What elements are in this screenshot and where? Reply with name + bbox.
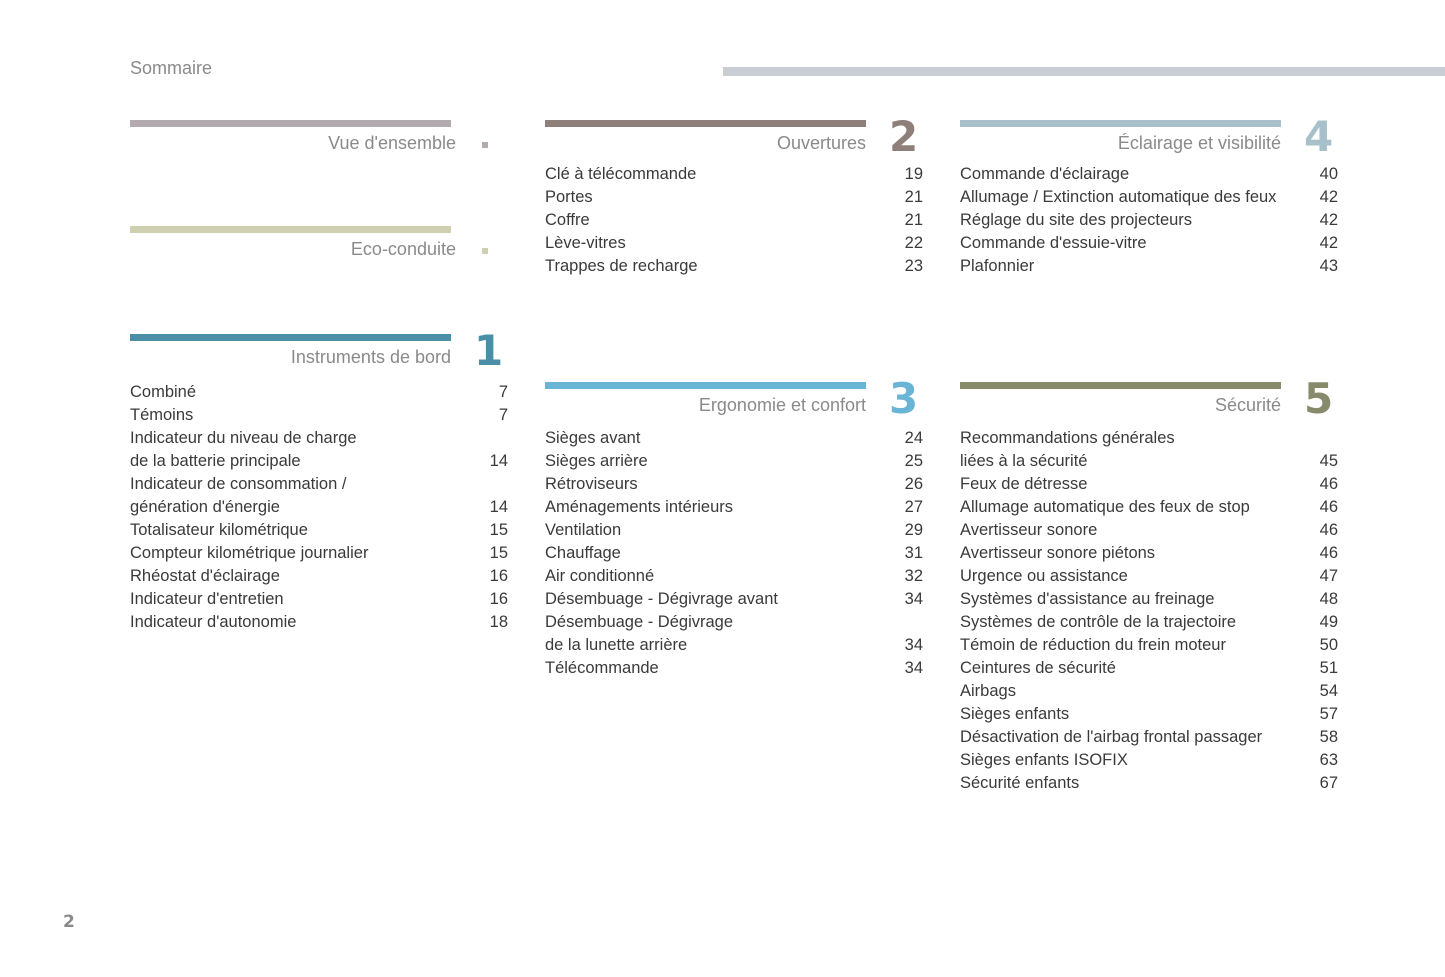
entry-list (960, 163, 1338, 278)
toc-entry[interactable] (545, 232, 923, 255)
toc-entry[interactable] (130, 542, 508, 565)
toc-entry[interactable] (960, 519, 1338, 542)
section-number: 1 (474, 326, 504, 375)
section-vue-ensemble[interactable] (130, 120, 510, 160)
toc-entry-label: Airbags (960, 682, 1016, 700)
section-number: 2 (889, 112, 919, 161)
toc-entry[interactable] (960, 186, 1338, 209)
toc-entry[interactable] (960, 749, 1338, 772)
entry-list (545, 427, 923, 680)
toc-entry[interactable] (960, 634, 1338, 657)
section-title[interactable]: Eco-conduite (350, 239, 456, 259)
toc-entry-page: 25 (904, 452, 923, 470)
toc-entry-label: Avertisseur sonore (960, 521, 1098, 539)
toc-entry-label: Urgence ou assistance (960, 567, 1128, 585)
toc-entry-label: Totalisateur kilométrique (130, 521, 308, 539)
section-marker-icon (482, 248, 488, 254)
toc-entry-label: Allumage / Extinction automatique des feux (960, 188, 1277, 206)
section-number: 5 (1304, 374, 1334, 423)
toc-entry-label: Compteur kilométrique journalier (130, 544, 369, 562)
toc-entry-page: 57 (1319, 705, 1338, 723)
toc-entry-page: 15 (489, 521, 508, 539)
toc-entry-label: Commande d'essuie-vitre (960, 234, 1147, 252)
toc-entry-page: 15 (489, 544, 508, 562)
toc-entry-label: Indicateur d'autonomie (130, 613, 297, 631)
toc-entry[interactable] (130, 404, 508, 427)
toc-entry-label: Sièges enfants (960, 705, 1070, 723)
toc-entry-page: 49 (1319, 613, 1338, 631)
section-bar (130, 226, 451, 233)
toc-entry[interactable] (545, 588, 923, 611)
toc-entry-label: Témoins (130, 406, 194, 424)
toc-entry[interactable] (130, 427, 508, 473)
section-eco-conduite[interactable] (130, 226, 510, 266)
section-bar (545, 382, 866, 389)
toc-entry-page: 27 (904, 498, 923, 516)
toc-entry-label: Indicateur d'entretien (130, 590, 284, 608)
toc-entry-label: Désembuage - Dégivrage de la lunette arrière (545, 613, 734, 654)
toc-entry-page: 63 (1319, 751, 1338, 769)
toc-entry-page: 31 (904, 544, 923, 562)
toc-entry-label: Combiné (130, 383, 197, 401)
toc-entry-page: 58 (1319, 728, 1338, 746)
toc-entry[interactable] (130, 473, 508, 519)
toc-entry[interactable] (130, 565, 508, 588)
toc-entry-label: Rétroviseurs (545, 475, 638, 493)
toc-entry-label: Désembuage - Dégivrage avant (545, 590, 778, 608)
section-bar (960, 120, 1281, 127)
toc-entry-label: Trappes de recharge (545, 257, 698, 275)
toc-entry[interactable] (960, 611, 1338, 634)
toc-entry-page: 46 (1319, 544, 1338, 562)
toc-entry[interactable] (545, 542, 923, 565)
toc-entry-page: 34 (904, 636, 923, 654)
toc-entry-page: 23 (904, 257, 923, 275)
toc-entry-page: 18 (489, 613, 508, 631)
toc-entry-label: Plafonnier (960, 257, 1035, 275)
toc-entry[interactable] (960, 565, 1338, 588)
toc-entry[interactable] (545, 427, 923, 450)
toc-entry-label: Ceintures de sécurité (960, 659, 1116, 677)
toc-entry-page: 21 (904, 188, 923, 206)
toc-entry-page: 32 (904, 567, 923, 585)
toc-entry[interactable] (960, 726, 1338, 749)
toc-entry[interactable] (960, 588, 1338, 611)
section-marker-icon (482, 142, 488, 148)
toc-entry-label: Coffre (545, 211, 590, 229)
toc-entry-page: 7 (498, 406, 508, 424)
toc-entry-label: Air conditionné (545, 567, 655, 585)
entry-list (130, 381, 508, 634)
page-number: 2 (63, 912, 75, 932)
toc-entry[interactable] (545, 473, 923, 496)
toc-entry[interactable] (545, 209, 923, 232)
toc-entry[interactable] (545, 163, 923, 186)
toc-entry-label: Témoin de réduction du frein moteur (960, 636, 1226, 654)
toc-entry-page: 42 (1319, 188, 1338, 206)
toc-entry-page: 16 (489, 590, 508, 608)
toc-entry[interactable] (545, 186, 923, 209)
toc-entry-page: 22 (904, 234, 923, 252)
section-bar (960, 382, 1281, 389)
toc-entry[interactable] (960, 680, 1338, 703)
toc-entry-label: Télécommande (545, 659, 659, 677)
toc-entry-page: 19 (904, 165, 923, 183)
toc-entry-label: Avertisseur sonore piétons (960, 544, 1156, 562)
toc-entry[interactable] (545, 519, 923, 542)
toc-entry-page: 48 (1319, 590, 1338, 608)
toc-entry[interactable] (545, 565, 923, 588)
section-title[interactable]: Vue d'ensemble (328, 133, 456, 153)
toc-entry-label: Lève-vitres (545, 234, 626, 252)
toc-entry[interactable] (960, 209, 1338, 232)
toc-entry-label: Réglage du site des projecteurs (960, 211, 1193, 229)
toc-entry-page: 26 (904, 475, 923, 493)
toc-entry-page: 29 (904, 521, 923, 539)
toc-entry-label: Désactivation de l'airbag frontal passager (960, 728, 1263, 746)
toc-entry-label: Feux de détresse (960, 475, 1088, 493)
toc-entry[interactable] (130, 381, 508, 404)
toc-entry[interactable] (545, 450, 923, 473)
toc-entry-page: 42 (1319, 234, 1338, 252)
toc-entry-page: 67 (1319, 774, 1338, 792)
toc-entry[interactable] (960, 232, 1338, 255)
toc-entry-label: Sièges avant (545, 429, 641, 447)
toc-entry-page: 47 (1319, 567, 1338, 585)
toc-entry-label: Aménagements intérieurs (545, 498, 734, 516)
toc-entry[interactable] (960, 163, 1338, 186)
toc-entry-page: 14 (489, 452, 508, 470)
section-title[interactable]: Ergonomie et confort (698, 395, 866, 415)
toc-entry[interactable] (130, 519, 508, 542)
toc-entry-page: 54 (1319, 682, 1338, 700)
toc-entry-label: Portes (545, 188, 593, 206)
toc-entry-page: 42 (1319, 211, 1338, 229)
toc-entry[interactable] (130, 588, 508, 611)
toc-entry-page: 40 (1319, 165, 1338, 183)
toc-entry-page: 46 (1319, 475, 1338, 493)
toc-entry-label: Sièges arrière (545, 452, 648, 470)
entry-list (960, 427, 1338, 795)
toc-entry-label: Indicateur de consommation / génération d'énergie (130, 475, 347, 516)
toc-entry[interactable] (960, 255, 1338, 278)
toc-entry[interactable] (960, 473, 1338, 496)
toc-entry-label: Indicateur du niveau de charge de la batterie principale (130, 429, 357, 470)
section-bar (130, 334, 451, 341)
toc-entry-label: Recommandations générales liées à la sécurité (960, 429, 1175, 470)
toc-entry-label: Systèmes d'assistance au freinage (960, 590, 1215, 608)
section-title[interactable]: Instruments de bord (290, 347, 451, 367)
toc-entry-page: 43 (1319, 257, 1338, 275)
toc-entry-label: Allumage automatique des feux de stop (960, 498, 1250, 516)
toc-entry[interactable] (960, 772, 1338, 795)
toc-entry-page: 24 (904, 429, 923, 447)
toc-entry[interactable] (960, 703, 1338, 726)
toc-entry[interactable] (960, 427, 1338, 473)
toc-entry[interactable] (960, 657, 1338, 680)
toc-entry-page: 51 (1319, 659, 1338, 677)
section-title[interactable]: Éclairage et visibilité (1117, 133, 1281, 153)
toc-entry-page: 7 (498, 383, 508, 401)
toc-entry-label: Sécurité enfants (960, 774, 1080, 792)
toc-entry-page: 34 (904, 590, 923, 608)
toc-entry-label: Commande d'éclairage (960, 165, 1130, 183)
toc-entry-page: 34 (904, 659, 923, 677)
toc-entry-page: 46 (1319, 498, 1338, 516)
toc-entry[interactable] (960, 542, 1338, 565)
toc-entry-label: Rhéostat d'éclairage (130, 567, 280, 585)
page-title: Sommaire (130, 58, 213, 78)
toc-entry[interactable] (545, 611, 923, 657)
section-title[interactable]: Sécurité (1214, 395, 1281, 415)
toc-entry[interactable] (545, 255, 923, 278)
toc-entry-label: Chauffage (545, 544, 621, 562)
toc-entry-page: 21 (904, 211, 923, 229)
section-title[interactable]: Ouvertures (776, 133, 866, 153)
toc-entry-page: 46 (1319, 521, 1338, 539)
toc-entry-page: 45 (1319, 452, 1338, 470)
section-bar (545, 120, 866, 127)
header-bar (723, 67, 1445, 76)
toc-entry-label: Ventilation (545, 521, 622, 539)
entry-list (545, 163, 923, 278)
toc-entry-page: 14 (489, 498, 508, 516)
toc-entry[interactable] (545, 657, 923, 680)
toc-entry[interactable] (130, 611, 508, 634)
section-bar (130, 120, 451, 127)
toc-entry[interactable] (545, 496, 923, 519)
toc-entry-page: 16 (489, 567, 508, 585)
section-number: 4 (1304, 112, 1334, 161)
toc-entry-label: Systèmes de contrôle de la trajectoire (960, 613, 1237, 631)
toc-entry-label: Sièges enfants ISOFIX (960, 751, 1128, 769)
toc-entry[interactable] (960, 496, 1338, 519)
toc-entry-label: Clé à télécommande (545, 165, 697, 183)
section-number: 3 (889, 374, 919, 423)
toc-entry-page: 50 (1319, 636, 1338, 654)
